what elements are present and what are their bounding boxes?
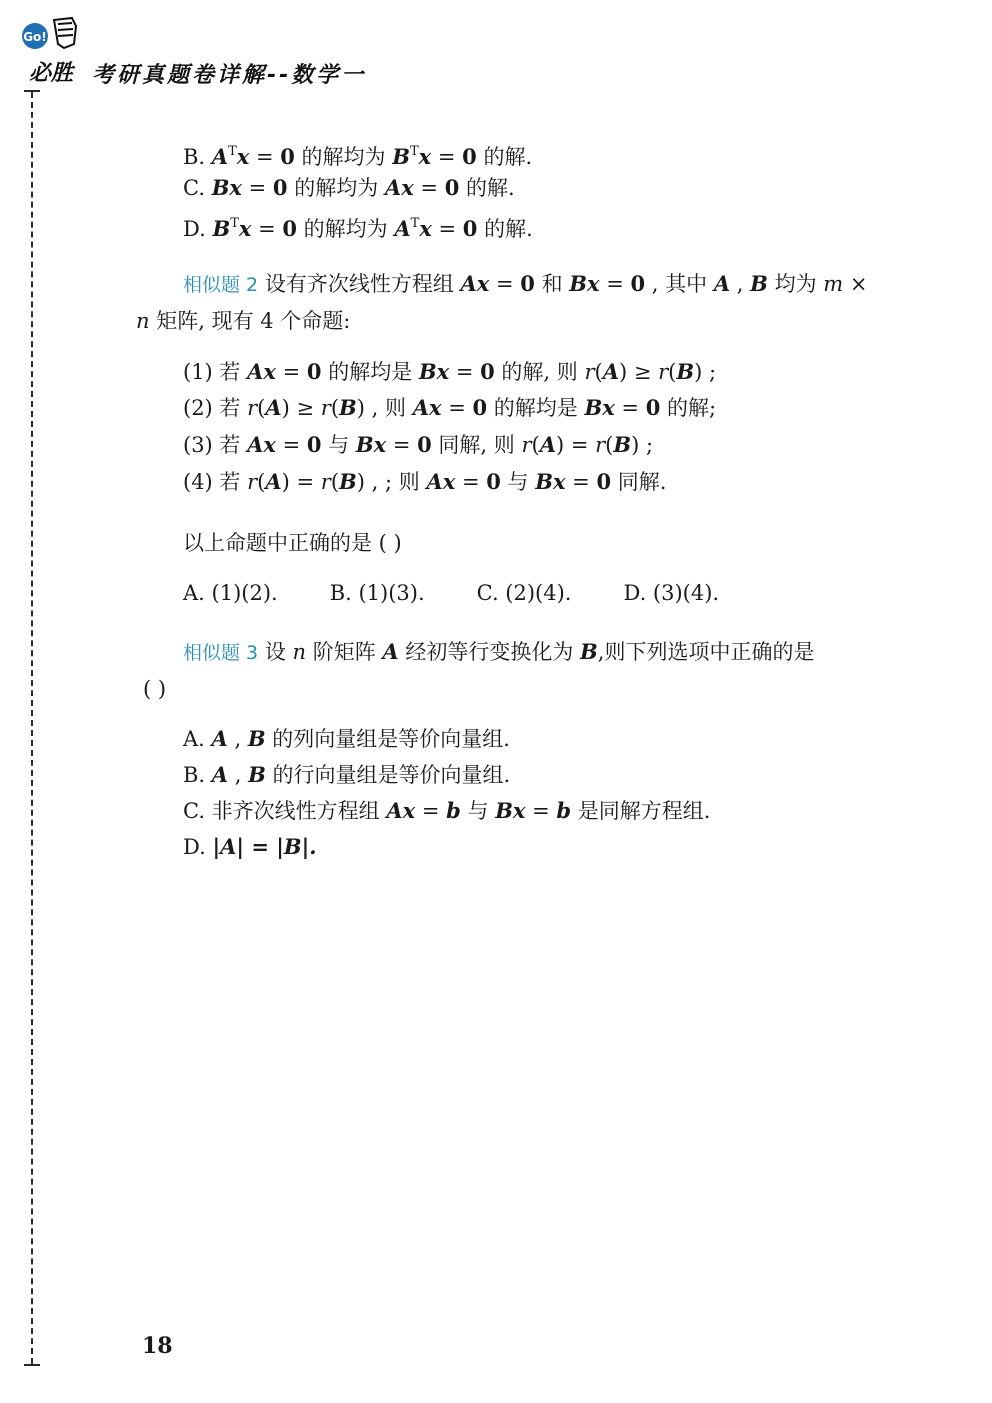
q2-option-b: B. (1)(3). [329,581,425,605]
prev-option-c: C. Bx = 0 的解均为 Ax = 0 的解. [183,175,515,200]
q2-label: 相似题 2 [183,274,259,296]
q3-option-d: D. |A| = |B|. [183,834,317,859]
prev-option-d: D. $B^Tx = 0$ 的解均为 $A^Tx = 0$ 的解. [183,216,533,241]
fist-logo-icon [20,14,84,84]
q2-question: 以上命题中正确的是 ( ) [183,531,402,555]
margin-cap-bottom [24,1364,40,1366]
svg-text:Go!: Go! [23,30,47,44]
q2-proposition-2: (2) 若 r(A) ≥ r(B) , 则 Ax = 0 的解均是 Bx = 0 的解; [183,395,717,420]
brand-logo [20,14,84,84]
header-title: 考研真题卷详解--数学一 [92,63,367,88]
q2-option-c: C. (2)(4). [476,581,572,605]
q2-proposition-1: (1) 若 Ax = 0 的解均是 Bx = 0 的解, 则 r(A) ≥ r(B) ; [183,359,717,384]
prev-option-b: B. $A^Tx = 0$ 的解均为 $B^Tx = 0$ 的解. [183,144,533,169]
q2-options [183,580,719,606]
q3-option-a: A. A , B 的列向量组是等价向量组. [183,726,510,751]
q2-option-d: D. (3)(4). [623,581,720,605]
q2-intro-line1: 相似题 2 设有齐次线性方程组 Ax = 0 和 Bx = 0 , 其中 A , B 均为 m × [183,271,868,296]
svg-text:必胜: 必胜 [28,61,74,84]
q2-proposition-3: (3) 若 Ax = 0 与 Bx = 0 同解, 则 r(A) = r(B) ; [183,432,654,457]
q3-intro-line1: 相似题 3 设 n 阶矩阵 A 经初等行变换化为 B,则下列选项中正确的是 [183,639,815,664]
q3-option-c: C. 非齐次线性方程组 Ax = b 与 Bx = b 是同解方程组. [183,798,711,823]
q2-option-a: A. (1)(2). [183,581,278,605]
q3-paren: ( ) [143,677,167,701]
q2-intro-line2: n 矩阵, 现有 4 个命题: [136,309,351,333]
q3-label: 相似题 3 [183,642,259,664]
binding-margin-line [31,92,33,1364]
page-number: 18 [142,1333,173,1359]
q3-option-b: B. A , B 的行向量组是等价向量组. [183,762,511,787]
q2-proposition-4: (4) 若 r(A) = r(B) , ; 则 Ax = 0 与 Bx = 0 同解. [183,469,667,494]
